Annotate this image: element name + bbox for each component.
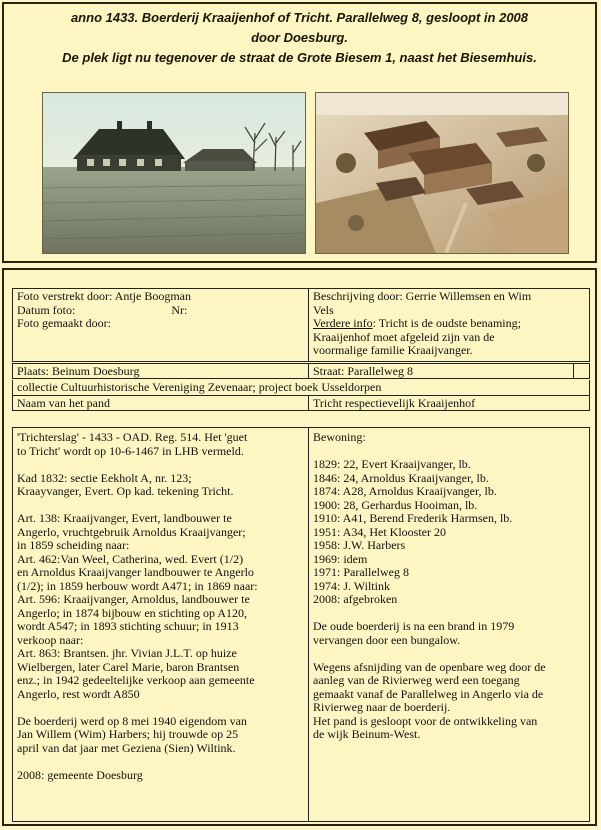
history-para-4 bbox=[17, 715, 304, 756]
bewoning-line: gemaakt vanaf de Parallelweg in Angerlo via de bbox=[313, 686, 544, 701]
verdere-info-text: : Tricht is de oudste benaming; bbox=[372, 316, 521, 330]
history-line: Angerlo, rest wordt A850 bbox=[17, 686, 140, 701]
foto-gemaakt: Foto gemaakt door: bbox=[17, 316, 111, 330]
empty-cell bbox=[573, 363, 590, 379]
verdere-info-label: Verdere info bbox=[313, 316, 373, 330]
top-panel bbox=[2, 2, 597, 263]
bewoning-line: De oude boerderij is na een brand in 1979 bbox=[313, 619, 515, 633]
bewoning-title-para bbox=[313, 431, 585, 445]
verdere-info-line-2: Kraaijenhof moet afgeleid zijn van de bbox=[313, 329, 495, 344]
bewoning-entry: 1846: 24, Arnoldus Kraaijvanger, lb. bbox=[313, 470, 489, 485]
datum-foto: Datum foto: bbox=[17, 302, 76, 317]
history-line: Art. 462:Van Weel, Catherina, wed. Evert (1/2) bbox=[17, 551, 244, 566]
bewoning-brand-para bbox=[313, 620, 585, 647]
history-line: Art. 596: Kraaijvanger, Arnoldus, landbouwer te bbox=[17, 592, 250, 606]
bewoning-entry: 1971: Parallelweg 8 bbox=[313, 565, 409, 579]
verdere-info-line-3: voormalige familie Kraaijvanger. bbox=[313, 343, 473, 357]
history-line: april van dat jaar met Geziena (Sien) Wiltink. bbox=[17, 740, 236, 755]
beschrijving-line-2: Vels bbox=[313, 302, 334, 317]
photo-info-cell bbox=[12, 288, 309, 362]
history-line: enz.; in 1942 gedeeltelijke verkoop aan gemeente bbox=[17, 673, 255, 687]
history-line: Art. 138: Kraaijvanger, Evert, landbouwer te bbox=[17, 511, 232, 525]
straat-cell bbox=[308, 363, 574, 379]
plaats: Plaats: Beinum Doesburg bbox=[17, 364, 140, 378]
bewoning-line: Wegens afsnijding van de openbare weg door de bbox=[313, 659, 546, 674]
history-para-3 bbox=[17, 512, 304, 701]
header-line-3: De plek ligt nu tegenover de straat de Grote Biesem 1, naast het Biesemhuis. bbox=[62, 50, 537, 65]
description-cell bbox=[308, 288, 590, 362]
bewoning-entry: 1974: J. Wiltink bbox=[313, 578, 390, 593]
history-line: 'Trichterslag' - 1433 - OAD. Reg. 514. Het 'guet bbox=[17, 430, 248, 444]
history-line: Kraayvanger, Evert. Op kad. tekening Tricht. bbox=[17, 484, 234, 498]
collectie: collectie Cultuurhistorische Vereniging Zevenaar; project boek Usseldorpen bbox=[17, 380, 382, 394]
header-line-1: anno 1433. Boerderij Kraaijenhof of Tricht. Parallelweg 8, gesloopt in 2008 bbox=[70, 10, 529, 25]
straat: Straat: Parallelweg 8 bbox=[313, 364, 413, 378]
history-line: (1/2); in 1859 herbouw wordt A471; in 1869 naar: bbox=[17, 578, 258, 593]
naam-value: Tricht respectievelijk Kraaijenhof bbox=[313, 396, 476, 410]
record-card bbox=[2, 268, 597, 826]
history-line: 2008: gemeente Doesburg bbox=[17, 767, 143, 782]
history-line: Angerlo; in 1874 bijbouw en stichting op A120, bbox=[17, 605, 247, 620]
foto-nr: Nr: bbox=[171, 302, 188, 317]
history-line: Kad 1832: sectie Eekholt A, nr. 123; bbox=[17, 470, 192, 485]
bewoning-line: aanleg van de Rivierweg werd een toegang bbox=[313, 673, 520, 687]
bewoning-weg-para bbox=[313, 661, 585, 742]
collectie-row bbox=[12, 380, 590, 395]
page-header bbox=[4, 8, 595, 68]
foto-verstrekt: Foto verstrekt door: Antje Boogman bbox=[17, 289, 191, 303]
header-line-2: door Doesburg. bbox=[251, 30, 348, 45]
aerial-farm-photo bbox=[315, 92, 569, 254]
bewoning-entry: 2008: afgebroken bbox=[313, 592, 398, 606]
history-para-2 bbox=[17, 472, 304, 499]
datum-foto-row bbox=[17, 304, 304, 318]
farmhouse-photo bbox=[42, 92, 306, 254]
bewoning-list bbox=[313, 458, 585, 607]
bewoning-title: Bewoning: bbox=[313, 430, 366, 444]
verdere-info-line-1 bbox=[313, 317, 585, 331]
bewoning-entry: 1969: idem bbox=[313, 551, 368, 566]
history-para-1 bbox=[17, 431, 304, 458]
bewoning-entry: 1900: 28, Gerhardus Hooiman, lb. bbox=[313, 497, 478, 512]
history-line: in 1859 scheiding naar: bbox=[17, 538, 130, 552]
bewoning-entry: 1910: A41, Berend Frederik Harmsen, lb. bbox=[313, 511, 513, 525]
bewoning-entry: 1874: A28, Arnoldus Kraaijvanger, lb. bbox=[313, 484, 497, 498]
bewoning-entry: 1829: 22, Evert Kraaijvanger, lb. bbox=[313, 457, 471, 471]
history-line: Wielbergen, later Carel Marie, baron Brantsen bbox=[17, 659, 240, 674]
bewoning-line: de wijk Beinum-West. bbox=[313, 727, 421, 741]
bewoning-entry: 1951: A34, Het Klooster 20 bbox=[313, 524, 446, 539]
history-line: en Arnoldus Kraaijvanger landbouwer te Angerlo bbox=[17, 565, 254, 579]
history-line: Jan Willem (Wim) Harbers; hij trouwde op 25 bbox=[17, 727, 239, 741]
history-line: Angerlo, vruchtgebruik Arnoldus Kraaijvanger; bbox=[17, 524, 246, 539]
beschrijving-line-1: Beschrijving door: Gerrie Willemsen en Wim bbox=[313, 289, 532, 303]
history-line: to Tricht' wordt op 10-6-1467 in LHB vermeld. bbox=[17, 443, 244, 458]
bewoning-line: Het pand is gesloopt voor de ontwikkeling van bbox=[313, 713, 538, 728]
history-para-5 bbox=[17, 769, 304, 783]
history-line: wordt A547; in 1893 stichting schuur; in 1913 bbox=[17, 619, 239, 633]
bewoning-line: vervangen door een bungalow. bbox=[313, 632, 461, 647]
history-line: De boerderij werd op 8 mei 1940 eigendom van bbox=[17, 713, 247, 728]
naam-value-cell bbox=[308, 395, 590, 411]
naam-label: Naam van het pand bbox=[17, 396, 110, 410]
history-cell bbox=[12, 427, 309, 822]
bewoning-cell bbox=[308, 427, 590, 822]
history-line: verkoop naar: bbox=[17, 632, 84, 647]
history-line: Art. 863: Brantsen. jhr. Vivian J.L.T. op huize bbox=[17, 646, 237, 660]
naam-label-cell bbox=[12, 395, 309, 411]
plaats-cell bbox=[12, 363, 309, 379]
bewoning-line: Rivierweg naar de boerderij. bbox=[313, 700, 451, 714]
bewoning-entry: 1958: J.W. Harbers bbox=[313, 538, 406, 552]
